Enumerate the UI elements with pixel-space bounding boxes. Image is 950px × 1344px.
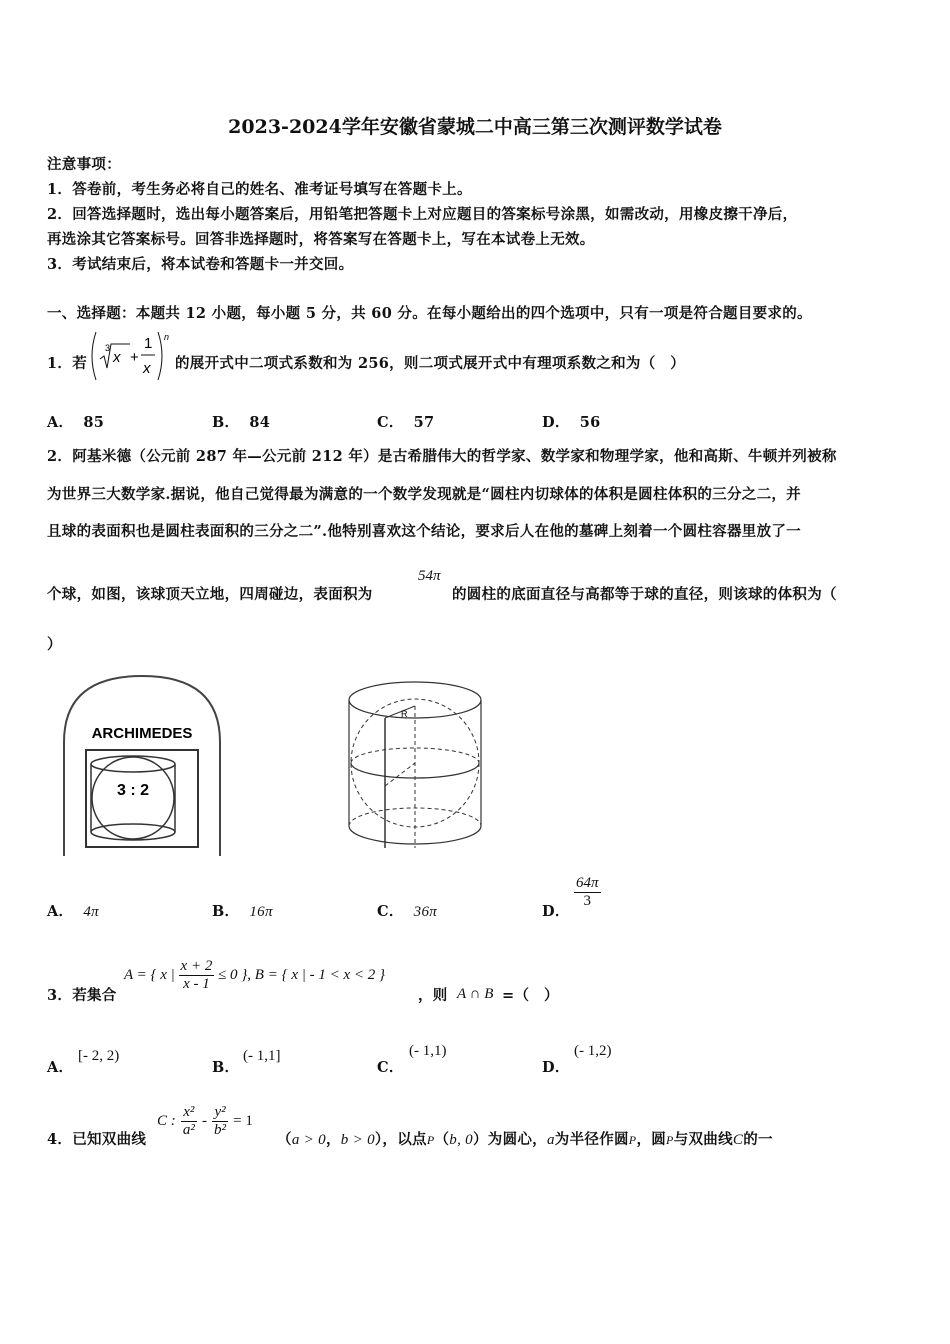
q2-surface-area: 54π [418, 568, 441, 584]
q2-line: ） [47, 636, 62, 653]
cylinder-sphere-figure [340, 676, 490, 854]
q3-expr: A ∩ B [457, 986, 494, 1002]
q1-option-d[interactable] [542, 411, 600, 432]
q4-text [277, 1128, 773, 1149]
tombstone-outline [64, 676, 220, 856]
q4-text-part: 的一 [743, 1131, 773, 1148]
frac-denominator: a² [182, 1122, 195, 1138]
q1-option-a[interactable] [47, 411, 104, 432]
curve-label: C : [157, 1113, 176, 1129]
curve-c: C [732, 1132, 744, 1148]
minus-sign: - [201, 1113, 207, 1129]
option-label: B． [212, 414, 240, 431]
option-label: A． [47, 414, 74, 431]
option-label: D． [542, 414, 570, 431]
frac-numerator: x + 2 [180, 958, 213, 974]
option-value: 4π [83, 904, 99, 920]
circle-p: P [628, 1133, 637, 1147]
point-p: P [426, 1133, 435, 1147]
q2-line: 且球的表面积也是圆柱表面积的三分之二”.他特别喜欢这个结论，要求后人在他的墓碑上刻着一个圆柱容器里放了一 [47, 523, 801, 540]
option-label: A． [47, 903, 74, 920]
condition-a: a > 0 [291, 1132, 326, 1148]
q1-prefix: 1．若 [47, 355, 87, 372]
q4-text-part: ，圆 [636, 1131, 667, 1148]
archimedes-tombstone-figure [58, 672, 226, 860]
q2-line: 的圆柱的底面直径与高都等于球的直径，则该球的体积为（ [452, 586, 837, 603]
right-paren [158, 332, 162, 380]
point-coords: b, 0 [449, 1132, 473, 1148]
cylinder-top-ellipse [349, 682, 481, 718]
q2-line: 为世界三大数学家.据说，他自己觉得最为满意的一个数学发现就是“圆柱内切球体的体积是圆柱体积的三分之二，并 [47, 486, 801, 503]
option-value: 56 [579, 414, 601, 431]
frac-numerator: 1 [144, 335, 153, 352]
exponent-n: n [164, 332, 170, 342]
q3-option-d-value[interactable]: (- 1,2) [574, 1043, 612, 1059]
q2-option-d-fraction[interactable] [574, 875, 601, 910]
left-paren [92, 332, 96, 380]
page-title: 2023-2024学年安徽省蒙城二中高三第三次测评数学试卷 [228, 116, 722, 138]
option-label: C． [377, 414, 404, 431]
q2-line: 2．阿基米德（公元前 287 年—公元前 212 年）是古希腊伟大的哲学家、数学家和物理学家，他和高斯、牛顿并列被称 [47, 448, 837, 465]
tomb-title: ARCHIMEDES [91, 725, 193, 742]
notice-item: 1．答卷前，考生务必将自己的姓名、准考证号填写在答题卡上。 [47, 181, 472, 198]
equals-one: = 1 [233, 1113, 253, 1129]
option-value: 85 [83, 414, 105, 431]
option-value: 36π [413, 904, 438, 920]
q1-text: 的展开式中二项式系数和为 256，则二项式展开式中有理项系数之和为（ ） [175, 355, 686, 372]
q2-option-c[interactable] [377, 900, 437, 921]
paren-open: （ [434, 1131, 450, 1148]
frac-numerator: y² [212, 1104, 228, 1122]
notice-heading: 注意事项： [47, 156, 121, 173]
set-a-head: A = { x | [124, 967, 175, 983]
frac-numerator: x² [181, 1104, 197, 1122]
radicand-x: x [113, 349, 121, 366]
root-index: 3 [105, 343, 111, 353]
q1-option-c[interactable] [377, 411, 434, 432]
q3-option-b-value[interactable]: (- 1,1] [243, 1048, 281, 1064]
notice-item: 再选涂其它答案标号。回答非选择题时，将答案写在答题卡上，写在本试卷上无效。 [47, 231, 595, 248]
frac-numerator: 64π [576, 875, 599, 891]
q2-option-d-label[interactable]: D． [542, 903, 570, 920]
option-value: 84 [249, 414, 271, 431]
section-heading: 一、选择题：本题共 12 小题，每小题 5 分，共 60 分。在每小题给出的四个选项中，只有一项是符合题目要求的。 [47, 305, 812, 322]
comma: ， [325, 1131, 341, 1148]
q4-text-part: ），以点 [374, 1131, 427, 1148]
option-label: B． [212, 903, 240, 920]
q2-line: 个球，如图，该球顶天立地，四周碰边，表面积为 [47, 586, 373, 603]
q4-text-part: ）为圆心， [472, 1131, 547, 1148]
q3-option-b-label[interactable]: B． [212, 1059, 240, 1076]
q2-option-b[interactable] [212, 900, 273, 921]
option-value: 16π [249, 904, 273, 920]
q2-option-a[interactable] [47, 900, 99, 921]
notice-item: 2．回答选择题时，选出每小题答案后，用铅笔把答题卡上对应题目的答案标号涂黑，如需改动，用橡皮擦干净后， [47, 206, 798, 223]
option-value: 57 [413, 414, 435, 431]
q3-option-c-label[interactable]: C． [377, 1059, 404, 1076]
cylinder-bottom-back [349, 808, 481, 826]
q4-hyperbola-equation [157, 1104, 253, 1139]
q1-binomial-formula [86, 328, 172, 384]
q3-option-a-label[interactable]: A． [47, 1059, 74, 1076]
set-a-tail: ≤ 0 }, B = { x | - 1 < x < 2 } [218, 967, 386, 983]
frac-denominator: 3 [583, 893, 591, 909]
paren-open: （ [277, 1131, 292, 1148]
condition-b: b > 0 [340, 1132, 375, 1148]
var-a: a [546, 1132, 555, 1148]
q3-tail: =（ ） [502, 987, 559, 1004]
notice-item: 3．考试结束后，将本试卷和答题卡一并交回。 [47, 256, 354, 273]
q3-set-expression [124, 958, 385, 993]
center-radius [385, 763, 415, 786]
q1-option-b[interactable] [212, 411, 270, 432]
q4-text-part: 为半径作圆 [554, 1131, 629, 1148]
q4-prefix: 4．已知双曲线 [47, 1131, 147, 1148]
plus-sign: + [130, 349, 139, 366]
frac-denominator: b² [214, 1122, 227, 1138]
q3-option-a-value[interactable]: [- 2, 2) [78, 1048, 120, 1064]
radius-line [385, 706, 415, 718]
q3-option-d-label[interactable]: D． [542, 1059, 570, 1076]
radius-label: R [401, 709, 408, 719]
circle-p: P [666, 1133, 674, 1147]
frac-denominator: x [143, 360, 151, 377]
option-label: C． [377, 903, 404, 920]
tomb-ratio: 3 : 2 [116, 782, 150, 799]
q3-prefix: 3．若集合 [47, 987, 117, 1004]
q3-option-c-value[interactable]: (- 1,1) [409, 1043, 447, 1059]
q3-mid: ，则 [418, 987, 448, 1004]
frac-denominator: x - 1 [183, 976, 210, 992]
q4-text-part: 与双曲线 [673, 1131, 733, 1148]
